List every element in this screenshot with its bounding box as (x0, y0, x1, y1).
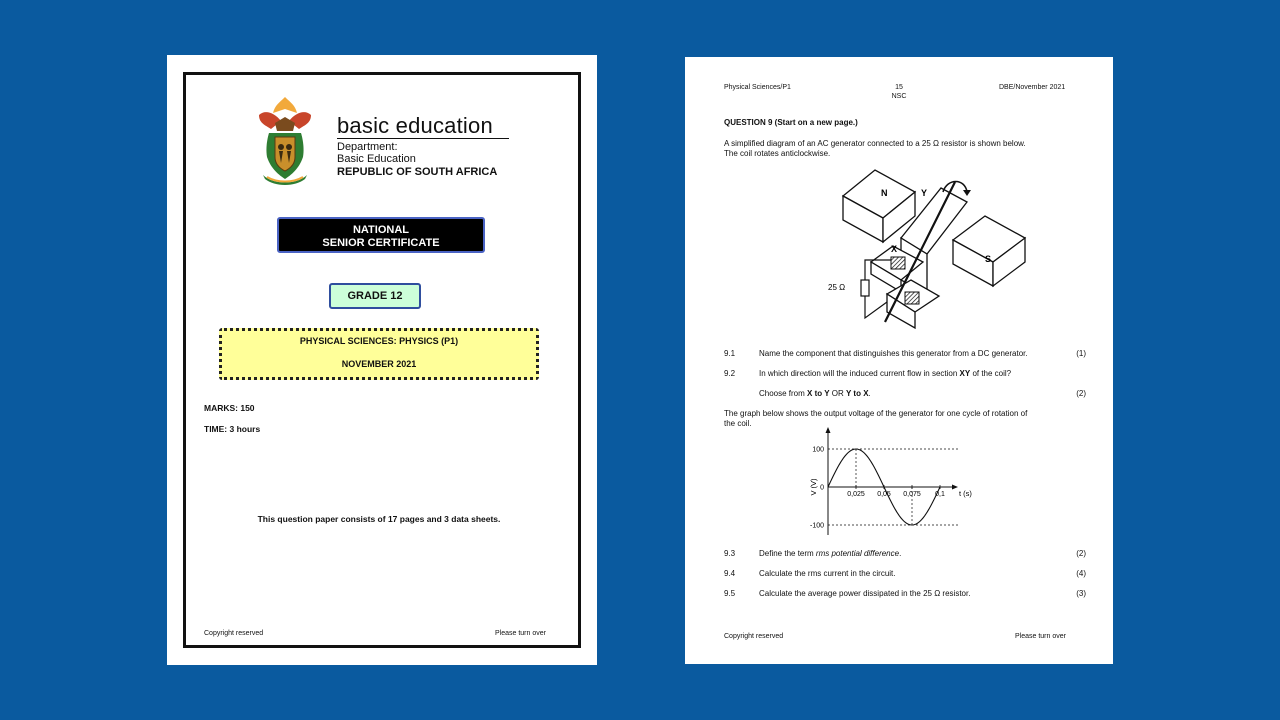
certificate-box (277, 217, 485, 253)
marks-total: MARKS: 150 (204, 403, 255, 413)
question-copyright: Copyright reserved (724, 633, 784, 640)
y-tick-label: 0 (820, 484, 824, 492)
subject-box (219, 328, 539, 380)
item-text-9-3-italic: rms potential difference (815, 549, 900, 558)
north-label: N (881, 188, 888, 198)
rotation-arrowhead-icon (963, 190, 971, 196)
item-text-9-2 (759, 369, 1011, 379)
y-label: Y (921, 188, 928, 198)
x-tick-label: 0,025 (847, 491, 865, 498)
item-number-9-5: 9.5 (724, 589, 736, 598)
header-page-number: 15 (895, 84, 903, 91)
y-axis-label: V (V) (809, 478, 818, 496)
x-tick-label: 0,075 (903, 491, 921, 498)
certificate-line1: NATIONAL (352, 224, 409, 236)
graph-intro (724, 409, 1027, 428)
cover-turn-over: Please turn over (495, 630, 546, 637)
grade-box: GRADE 12 (329, 283, 421, 309)
certificate-line2: SENIOR CERTIFICATE (322, 237, 440, 249)
department-label: Department: (337, 141, 398, 153)
choose-or: OR (829, 389, 847, 398)
resistor (861, 280, 869, 296)
item-number-9-3: 9.3 (724, 549, 736, 558)
choose-end: . (868, 389, 871, 398)
item-choose-9-2 (759, 389, 871, 399)
item-marks-9-4: (4) (1076, 569, 1086, 578)
intro-line1: A simplified diagram of an AC generator connected to a 25 Ω resistor is shown below. (724, 139, 1026, 148)
x-tick-label: 0,05 (877, 491, 891, 498)
item-number-9-4: 9.4 (724, 569, 736, 578)
south-label: S (985, 254, 992, 264)
choose-pre: Choose from (759, 389, 808, 398)
x-label: X (891, 244, 898, 254)
item-text-9-2-pre: In which direction will the induced current flow in section (759, 369, 960, 378)
item-text-9-3-pre: Define the term (759, 549, 816, 558)
item-number-9-1: 9.1 (724, 349, 736, 358)
y-tick-label: -100 (809, 522, 824, 530)
intro-line2: The coil rotates anticlockwise. (724, 148, 831, 158)
question-turn-over: Please turn over (1015, 633, 1066, 640)
cover-page (167, 55, 597, 665)
item-marks-9-5: (3) (1076, 589, 1086, 598)
header-right: DBE/November 2021 (999, 84, 1066, 91)
x-axis-arrow-icon (952, 485, 958, 490)
question-intro (724, 139, 1026, 158)
x-tick-label: 0,1 (935, 491, 945, 498)
subject-title: PHYSICAL SCIENCES: PHYSICS (P1) (299, 336, 459, 346)
item-text-9-3 (759, 549, 901, 559)
department-name: Basic Education (337, 153, 416, 165)
exam-time: TIME: 3 hours (204, 424, 261, 434)
header-nsc: NSC (891, 93, 907, 100)
item-text-9-2-post: of the coil? (970, 369, 1012, 378)
voltage-time-graph (800, 427, 990, 537)
choose-option-a: X to Y (807, 389, 830, 398)
department-block (337, 141, 416, 165)
y-axis-arrow-icon (826, 427, 831, 433)
graph-intro-line2: the coil. (724, 418, 752, 428)
brush-upper (891, 257, 905, 269)
resistor-label: 25 Ω (828, 283, 846, 292)
item-text-9-5: Calculate the average power dissipated in the 25 Ω resistor. (759, 589, 971, 598)
question-page (685, 57, 1113, 664)
country-name: REPUBLIC OF SOUTH AFRICA (337, 166, 498, 178)
coat-of-arms-icon (249, 95, 321, 187)
choose-option-b: Y to X (846, 389, 869, 398)
graph-ticks (810, 447, 945, 530)
pages-note: This question paper consists of 17 pages and 3 data sheets. (257, 514, 501, 524)
x-axis-label: t (s) (959, 489, 972, 498)
item-marks-9-3: (2) (1076, 549, 1086, 558)
item-number-9-2: 9.2 (724, 369, 736, 378)
ac-generator-diagram (815, 162, 1030, 342)
cover-copyright: Copyright reserved (204, 630, 264, 637)
item-text-9-1: Name the component that distinguishes this generator from a DC generator. (759, 349, 1028, 358)
y-tick-label: 100 (812, 446, 824, 454)
item-text-9-3-post: . (899, 549, 902, 558)
item-marks-9-2: (2) (1076, 389, 1086, 398)
item-text-9-4: Calculate the rms current in the circuit. (759, 569, 896, 578)
wire-lower (865, 296, 887, 318)
logo-title: basic education (337, 113, 493, 138)
header-left: Physical Sciences/P1 (724, 84, 791, 91)
exam-session: NOVEMBER 2021 (341, 359, 417, 369)
logo-rule (337, 138, 509, 139)
question-title: QUESTION 9 (Start on a new page.) (724, 118, 858, 127)
item-text-9-2-bold: XY (959, 369, 971, 378)
item-marks-9-1: (1) (1076, 349, 1086, 358)
graph-intro-line1: The graph below shows the output voltage of the generator for one cycle of rotation of (724, 409, 1028, 418)
brush-lower (905, 292, 919, 304)
